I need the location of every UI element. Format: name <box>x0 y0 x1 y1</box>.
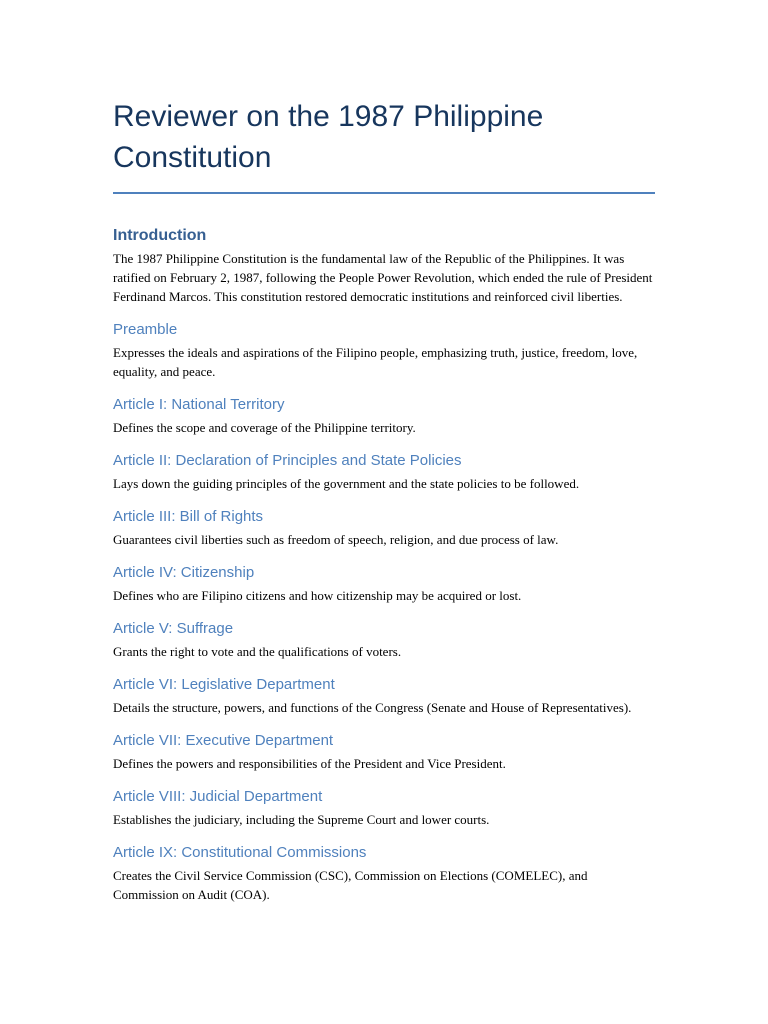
section-heading: Article VII: Executive Department <box>113 732 334 749</box>
section-heading: Preamble <box>113 321 178 338</box>
section-body: Details the structure, powers, and functions of the Congress (Senate and House of Representatives). <box>113 700 632 715</box>
section-heading: Article III: Bill of Rights <box>113 508 264 525</box>
section-article-8 <box>113 787 655 829</box>
section-body: Defines who are Filipino citizens and how citizenship may be acquired or lost. <box>113 588 522 603</box>
section-article-4 <box>113 563 655 605</box>
section-article-6 <box>113 675 655 717</box>
section-article-2 <box>113 451 655 493</box>
section-article-1 <box>113 395 655 437</box>
section-heading: Article I: National Territory <box>113 396 285 413</box>
title-underline <box>113 192 655 194</box>
section-heading: Introduction <box>113 227 207 244</box>
document-title: Reviewer on the 1987 Philippine Constitution <box>113 100 544 174</box>
section-heading: Article IX: Constitutional Commissions <box>113 844 367 861</box>
section-article-3 <box>113 507 655 549</box>
section-heading: Article IV: Citizenship <box>113 564 255 581</box>
section-article-7 <box>113 731 655 773</box>
section-heading: Article V: Suffrage <box>113 620 234 637</box>
section-body: The 1987 Philippine Constitution is the fundamental law of the Republic of the Philippines. It was ratified on February 2, 1987, following the People Power Revolution, which ended the rule of President Ferdinand Marcos. This constitution restored democratic institutions and reinforced civil liberties. <box>113 251 653 304</box>
section-body: Grants the right to vote and the qualifications of voters. <box>113 644 402 659</box>
section-introduction <box>113 226 655 306</box>
section-body: Lays down the guiding principles of the government and the state policies to be followed. <box>113 476 580 491</box>
section-article-9 <box>113 843 655 904</box>
section-heading: Article VI: Legislative Department <box>113 676 335 693</box>
section-body: Defines the powers and responsibilities of the President and Vice President. <box>113 756 506 771</box>
section-body: Creates the Civil Service Commission (CSC), Commission on Elections (COMELEC), and Commission on Audit (COA). <box>113 868 588 902</box>
section-heading: Article VIII: Judicial Department <box>113 788 323 805</box>
section-body: Guarantees civil liberties such as freedom of speech, religion, and due process of law. <box>113 532 559 547</box>
section-body: Defines the scope and coverage of the Philippine territory. <box>113 420 416 435</box>
section-heading: Article II: Declaration of Principles and State Policies <box>113 452 462 469</box>
section-preamble <box>113 320 655 381</box>
section-body: Expresses the ideals and aspirations of the Filipino people, emphasizing truth, justice, freedom, love, equality, and peace. <box>113 345 638 379</box>
section-article-5 <box>113 619 655 661</box>
section-body: Establishes the judiciary, including the Supreme Court and lower courts. <box>113 812 490 827</box>
